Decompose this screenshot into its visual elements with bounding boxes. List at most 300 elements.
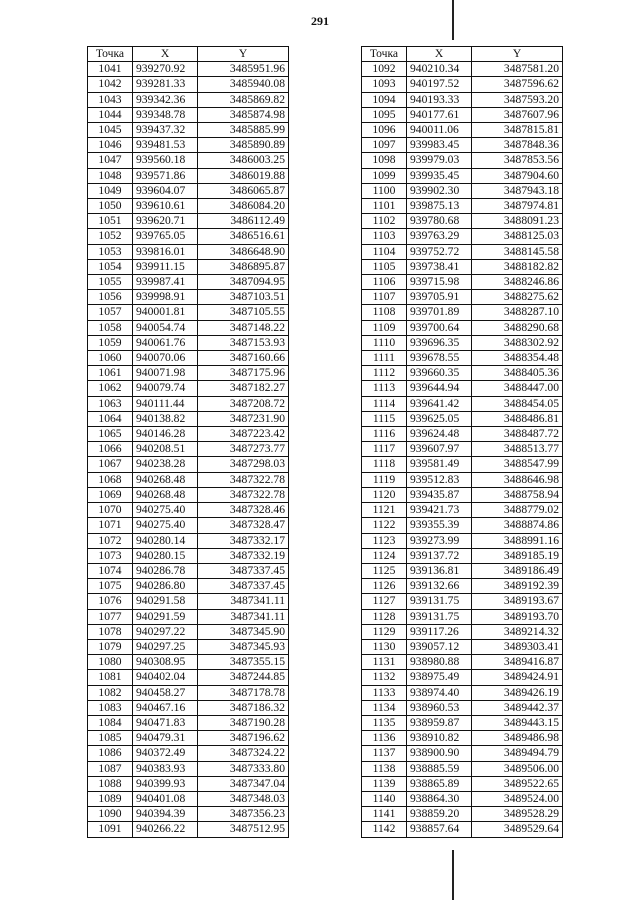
cell-y: 3487345.90 (198, 624, 289, 639)
cell-x: 940458.27 (133, 685, 198, 700)
cell-x: 938900.90 (407, 746, 472, 761)
table-row (362, 62, 563, 77)
cell-y: 3485951.96 (198, 62, 289, 77)
cell-x: 939979.03 (407, 153, 472, 168)
cell-y: 3487186.32 (198, 700, 289, 715)
table-row (362, 791, 563, 806)
table-row (88, 107, 289, 122)
cell-x: 939983.45 (407, 138, 472, 153)
cell-y: 3487355.15 (198, 655, 289, 670)
table-row (362, 563, 563, 578)
cell-y: 3488354.48 (472, 351, 563, 366)
cell-y: 3485940.08 (198, 77, 289, 92)
cell-point: 1119 (362, 472, 407, 487)
cell-point: 1068 (88, 472, 133, 487)
table-row (362, 548, 563, 563)
cell-y: 3487322.78 (198, 472, 289, 487)
cell-x: 939738.41 (407, 259, 472, 274)
cell-x: 940275.40 (133, 518, 198, 533)
cell-x: 940372.49 (133, 746, 198, 761)
table-row (88, 290, 289, 305)
cell-x: 938885.59 (407, 761, 472, 776)
cell-x: 939607.97 (407, 442, 472, 457)
cell-x: 939816.01 (133, 244, 198, 259)
cell-x: 940467.16 (133, 700, 198, 715)
table-row (88, 487, 289, 502)
table-row (88, 518, 289, 533)
cell-point: 1095 (362, 107, 407, 122)
cell-x: 939625.05 (407, 411, 472, 426)
table-row (88, 183, 289, 198)
cell-point: 1055 (88, 275, 133, 290)
top-binding-mark (452, 0, 454, 40)
cell-x: 940402.04 (133, 670, 198, 685)
cell-y: 3485885.99 (198, 123, 289, 138)
cell-point: 1049 (88, 183, 133, 198)
header-x: X (133, 47, 198, 62)
table-row (88, 442, 289, 457)
cell-point: 1097 (362, 138, 407, 153)
cell-x: 940011.06 (407, 123, 472, 138)
cell-point: 1083 (88, 700, 133, 715)
cell-y: 3487322.78 (198, 487, 289, 502)
cell-x: 940280.14 (133, 533, 198, 548)
table-row (362, 381, 563, 396)
cell-y: 3488125.03 (472, 229, 563, 244)
cell-point: 1109 (362, 320, 407, 335)
table-row (362, 503, 563, 518)
cell-point: 1092 (362, 62, 407, 77)
cell-x: 939348.78 (133, 107, 198, 122)
cell-y: 3488091.23 (472, 214, 563, 229)
cell-y: 3488246.86 (472, 275, 563, 290)
cell-point: 1136 (362, 731, 407, 746)
table-row (362, 153, 563, 168)
cell-point: 1120 (362, 487, 407, 502)
table-header-row (88, 47, 289, 62)
cell-point: 1122 (362, 518, 407, 533)
cell-y: 3487348.03 (198, 791, 289, 806)
cell-x: 940286.78 (133, 563, 198, 578)
cell-point: 1046 (88, 138, 133, 153)
cell-y: 3487160.66 (198, 351, 289, 366)
cell-y: 3489528.29 (472, 807, 563, 822)
cell-x: 940308.95 (133, 655, 198, 670)
table-row (88, 320, 289, 335)
cell-y: 3487341.11 (198, 609, 289, 624)
cell-point: 1113 (362, 381, 407, 396)
cell-x: 939660.35 (407, 366, 472, 381)
cell-y: 3489193.67 (472, 594, 563, 609)
table-row (88, 366, 289, 381)
cell-point: 1100 (362, 183, 407, 198)
cell-point: 1126 (362, 579, 407, 594)
cell-point: 1043 (88, 92, 133, 107)
cell-y: 3487196.62 (198, 731, 289, 746)
table-row (88, 77, 289, 92)
cell-y: 3488513.77 (472, 442, 563, 457)
cell-y: 3487974.81 (472, 199, 563, 214)
cell-y: 3489214.32 (472, 624, 563, 639)
table-row (88, 427, 289, 442)
cell-x: 938865.89 (407, 776, 472, 791)
cell-point: 1080 (88, 655, 133, 670)
cell-y: 3488991.16 (472, 533, 563, 548)
cell-y: 3487244.85 (198, 670, 289, 685)
cell-y: 3487347.04 (198, 776, 289, 791)
table-row (88, 199, 289, 214)
cell-x: 940297.25 (133, 639, 198, 654)
cell-x: 940479.31 (133, 731, 198, 746)
table-row (362, 123, 563, 138)
coordinates-table-left (87, 46, 289, 838)
table-row (362, 594, 563, 609)
cell-y: 3485869.82 (198, 92, 289, 107)
cell-x: 940193.33 (407, 92, 472, 107)
cell-x: 940268.48 (133, 472, 198, 487)
cell-point: 1132 (362, 670, 407, 685)
cell-x: 940071.98 (133, 366, 198, 381)
cell-y: 3487223.42 (198, 427, 289, 442)
cell-y: 3487094.95 (198, 275, 289, 290)
table-row (88, 594, 289, 609)
table-row (362, 77, 563, 92)
table-header-row (362, 47, 563, 62)
table-row (362, 305, 563, 320)
cell-y: 3486019.88 (198, 168, 289, 183)
cell-y: 3487341.11 (198, 594, 289, 609)
cell-y: 3487182.27 (198, 381, 289, 396)
table-row (88, 715, 289, 730)
cell-point: 1073 (88, 548, 133, 563)
cell-point: 1125 (362, 563, 407, 578)
header-point: Точка (88, 47, 133, 62)
cell-x: 939604.07 (133, 183, 198, 198)
cell-x: 940297.22 (133, 624, 198, 639)
cell-x: 940238.28 (133, 457, 198, 472)
cell-point: 1129 (362, 624, 407, 639)
cell-point: 1084 (88, 715, 133, 730)
cell-x: 939131.75 (407, 609, 472, 624)
cell-point: 1088 (88, 776, 133, 791)
cell-x: 939117.26 (407, 624, 472, 639)
cell-y: 3487904.60 (472, 168, 563, 183)
cell-y: 3488182.82 (472, 259, 563, 274)
cell-point: 1127 (362, 594, 407, 609)
cell-point: 1090 (88, 807, 133, 822)
cell-x: 939935.45 (407, 168, 472, 183)
cell-point: 1096 (362, 123, 407, 138)
table-row (362, 335, 563, 350)
cell-x: 939678.55 (407, 351, 472, 366)
cell-point: 1105 (362, 259, 407, 274)
cell-x: 939437.32 (133, 123, 198, 138)
cell-y: 3489442.37 (472, 700, 563, 715)
cell-x: 939715.98 (407, 275, 472, 290)
cell-point: 1118 (362, 457, 407, 472)
cell-y: 3486084.20 (198, 199, 289, 214)
cell-point: 1061 (88, 366, 133, 381)
cell-x: 938857.64 (407, 822, 472, 837)
cell-x: 938959.87 (407, 715, 472, 730)
cell-y: 3487337.45 (198, 563, 289, 578)
cell-y: 3489426.19 (472, 685, 563, 700)
cell-point: 1063 (88, 396, 133, 411)
cell-x: 939902.30 (407, 183, 472, 198)
cell-point: 1066 (88, 442, 133, 457)
cell-x: 940210.34 (407, 62, 472, 77)
cell-x: 940070.06 (133, 351, 198, 366)
table-row (362, 624, 563, 639)
cell-y: 3489506.00 (472, 761, 563, 776)
table-row (88, 153, 289, 168)
table-row (88, 411, 289, 426)
table-row (88, 685, 289, 700)
table-row (88, 138, 289, 153)
table-row (88, 533, 289, 548)
cell-point: 1115 (362, 411, 407, 426)
table-row (362, 761, 563, 776)
table-row (88, 579, 289, 594)
cell-x: 938864.30 (407, 791, 472, 806)
table-row (88, 123, 289, 138)
cell-x: 940286.80 (133, 579, 198, 594)
cell-point: 1048 (88, 168, 133, 183)
cell-y: 3487332.19 (198, 548, 289, 563)
cell-x: 939765.05 (133, 229, 198, 244)
cell-point: 1058 (88, 320, 133, 335)
cell-y: 3489524.00 (472, 791, 563, 806)
cell-y: 3485874.98 (198, 107, 289, 122)
cell-y: 3488758.94 (472, 487, 563, 502)
cell-x: 938980.88 (407, 655, 472, 670)
cell-y: 3487208.72 (198, 396, 289, 411)
cell-point: 1085 (88, 731, 133, 746)
cell-point: 1089 (88, 791, 133, 806)
cell-point: 1070 (88, 503, 133, 518)
cell-point: 1114 (362, 396, 407, 411)
table-row (88, 472, 289, 487)
table-row (362, 533, 563, 548)
table-row (88, 335, 289, 350)
table-row (88, 807, 289, 822)
cell-x: 940197.52 (407, 77, 472, 92)
cell-point: 1112 (362, 366, 407, 381)
cell-x: 940177.61 (407, 107, 472, 122)
cell-y: 3487328.47 (198, 518, 289, 533)
cell-point: 1041 (88, 62, 133, 77)
table-row (88, 214, 289, 229)
cell-point: 1060 (88, 351, 133, 366)
table-row (88, 776, 289, 791)
table-row (88, 396, 289, 411)
table-row (88, 244, 289, 259)
cell-y: 3488447.00 (472, 381, 563, 396)
cell-point: 1131 (362, 655, 407, 670)
cell-y: 3487512.95 (198, 822, 289, 837)
cell-y: 3487298.03 (198, 457, 289, 472)
header-point: Точка (362, 47, 407, 62)
cell-point: 1106 (362, 275, 407, 290)
cell-x: 939131.75 (407, 594, 472, 609)
cell-point: 1107 (362, 290, 407, 305)
cell-y: 3487853.56 (472, 153, 563, 168)
cell-x: 938960.53 (407, 700, 472, 715)
cell-x: 939700.64 (407, 320, 472, 335)
table-row (88, 548, 289, 563)
table-row (88, 639, 289, 654)
cell-point: 1124 (362, 548, 407, 563)
cell-point: 1142 (362, 822, 407, 837)
cell-point: 1098 (362, 153, 407, 168)
cell-y: 3489443.15 (472, 715, 563, 730)
table-row (362, 822, 563, 837)
cell-y: 3487345.93 (198, 639, 289, 654)
cell-y: 3489192.39 (472, 579, 563, 594)
cell-point: 1042 (88, 77, 133, 92)
cell-point: 1111 (362, 351, 407, 366)
cell-y: 3487596.62 (472, 77, 563, 92)
cell-x: 939987.41 (133, 275, 198, 290)
cell-point: 1140 (362, 791, 407, 806)
table-row (88, 259, 289, 274)
cell-y: 3488454.05 (472, 396, 563, 411)
table-row (88, 62, 289, 77)
cell-point: 1059 (88, 335, 133, 350)
table-row (362, 92, 563, 107)
cell-point: 1075 (88, 579, 133, 594)
cell-y: 3486516.61 (198, 229, 289, 244)
table-row (362, 199, 563, 214)
cell-point: 1091 (88, 822, 133, 837)
cell-x: 939136.81 (407, 563, 472, 578)
cell-y: 3487273.77 (198, 442, 289, 457)
table-row (88, 305, 289, 320)
cell-point: 1065 (88, 427, 133, 442)
cell-x: 939620.71 (133, 214, 198, 229)
cell-x: 939512.83 (407, 472, 472, 487)
table-row (88, 746, 289, 761)
cell-x: 940266.22 (133, 822, 198, 837)
cell-y: 3487333.80 (198, 761, 289, 776)
cell-point: 1069 (88, 487, 133, 502)
table-row (362, 700, 563, 715)
cell-y: 3485890.89 (198, 138, 289, 153)
cell-x: 939421.73 (407, 503, 472, 518)
table-row (362, 639, 563, 654)
cell-x: 940291.59 (133, 609, 198, 624)
cell-point: 1093 (362, 77, 407, 92)
cell-point: 1056 (88, 290, 133, 305)
cell-point: 1057 (88, 305, 133, 320)
cell-y: 3487356.23 (198, 807, 289, 822)
cell-point: 1099 (362, 168, 407, 183)
cell-x: 940111.44 (133, 396, 198, 411)
cell-x: 939644.94 (407, 381, 472, 396)
table-row (88, 731, 289, 746)
cell-y: 3488287.10 (472, 305, 563, 320)
cell-y: 3487324.22 (198, 746, 289, 761)
cell-y: 3489424.91 (472, 670, 563, 685)
cell-x: 938975.49 (407, 670, 472, 685)
cell-x: 939342.36 (133, 92, 198, 107)
cell-point: 1053 (88, 244, 133, 259)
cell-y: 3488405.36 (472, 366, 563, 381)
table-row (88, 670, 289, 685)
cell-x: 940291.58 (133, 594, 198, 609)
cell-x: 939481.53 (133, 138, 198, 153)
cell-point: 1104 (362, 244, 407, 259)
cell-x: 939641.42 (407, 396, 472, 411)
table-row (88, 381, 289, 396)
cell-point: 1051 (88, 214, 133, 229)
cell-x: 939435.87 (407, 487, 472, 502)
cell-y: 3488646.98 (472, 472, 563, 487)
cell-x: 938974.40 (407, 685, 472, 700)
cell-y: 3488290.68 (472, 320, 563, 335)
cell-y: 3488302.92 (472, 335, 563, 350)
cell-x: 939624.48 (407, 427, 472, 442)
cell-point: 1052 (88, 229, 133, 244)
table-row (88, 791, 289, 806)
cell-y: 3487175.96 (198, 366, 289, 381)
cell-x: 939273.99 (407, 533, 472, 548)
cell-y: 3489522.65 (472, 776, 563, 791)
table-row (362, 411, 563, 426)
cell-point: 1102 (362, 214, 407, 229)
cell-x: 939752.72 (407, 244, 472, 259)
cell-x: 939137.72 (407, 548, 472, 563)
cell-y: 3488547.99 (472, 457, 563, 472)
cell-x: 940054.74 (133, 320, 198, 335)
cell-point: 1081 (88, 670, 133, 685)
cell-x: 939610.61 (133, 199, 198, 214)
table-row (362, 776, 563, 791)
table-row (88, 351, 289, 366)
cell-y: 3488486.81 (472, 411, 563, 426)
table-row (362, 244, 563, 259)
cell-point: 1110 (362, 335, 407, 350)
table-row (362, 472, 563, 487)
table-row (88, 761, 289, 776)
cell-y: 3487153.93 (198, 335, 289, 350)
cell-point: 1117 (362, 442, 407, 457)
cell-point: 1062 (88, 381, 133, 396)
table-row (88, 563, 289, 578)
cell-y: 3489494.79 (472, 746, 563, 761)
table-row (362, 609, 563, 624)
cell-x: 940268.48 (133, 487, 198, 502)
table-row (88, 229, 289, 244)
cell-point: 1071 (88, 518, 133, 533)
cell-x: 939875.13 (407, 199, 472, 214)
cell-x: 939701.89 (407, 305, 472, 320)
cell-y: 3488145.58 (472, 244, 563, 259)
cell-x: 940275.40 (133, 503, 198, 518)
cell-point: 1103 (362, 229, 407, 244)
cell-x: 938910.82 (407, 731, 472, 746)
cell-point: 1086 (88, 746, 133, 761)
cell-point: 1134 (362, 700, 407, 715)
table-row (362, 487, 563, 502)
cell-point: 1076 (88, 594, 133, 609)
cell-point: 1077 (88, 609, 133, 624)
cell-point: 1044 (88, 107, 133, 122)
cell-point: 1121 (362, 503, 407, 518)
cell-point: 1137 (362, 746, 407, 761)
table-row (88, 822, 289, 837)
table-row (88, 457, 289, 472)
